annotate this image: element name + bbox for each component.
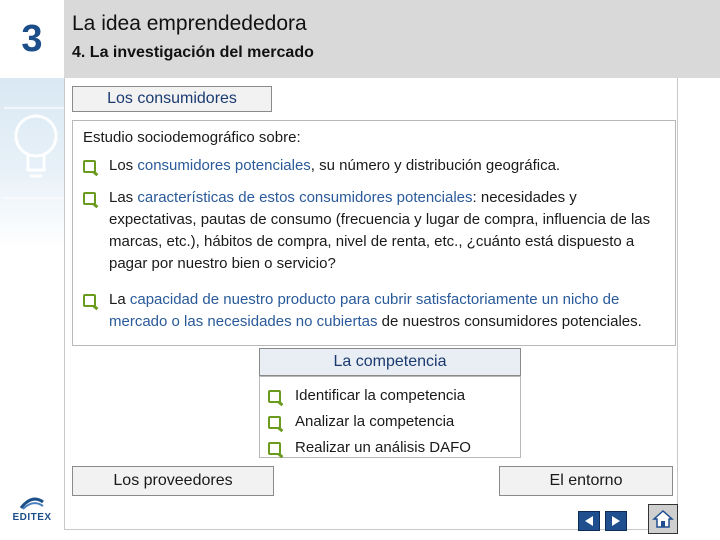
checkbox-bullet-icon	[268, 390, 281, 403]
consumidores-tag[interactable]: Los consumidores	[72, 86, 272, 112]
proveedores-button[interactable]: Los proveedores	[72, 466, 274, 496]
entorno-button[interactable]: El entorno	[499, 466, 673, 496]
competencia-item: Identificar la competencia	[295, 387, 466, 404]
checkbox-bullet-icon	[268, 442, 281, 455]
list-item	[83, 155, 665, 177]
lightbulb-icon	[0, 78, 64, 248]
header-bar	[64, 0, 720, 78]
editex-logo-mark	[19, 496, 45, 510]
list-item	[268, 383, 520, 409]
checkbox-bullet-icon	[83, 294, 96, 307]
side-decoration	[0, 78, 64, 248]
bullet-text: La capacidad de nuestro producto para cubrir satisfactoriamente un nicho de mercado o las necesidades no cubiertas de nuestros consumidores potenciales.	[109, 291, 642, 330]
next-button[interactable]	[605, 511, 627, 531]
list-item	[268, 409, 520, 435]
editex-logo	[8, 496, 56, 536]
home-button[interactable]	[648, 504, 678, 534]
logo-text: EDITEX	[12, 512, 52, 523]
list-item	[268, 435, 520, 461]
page-title: La idea emprendededora	[72, 12, 307, 35]
chapter-number: 3	[0, 0, 64, 78]
checkbox-bullet-icon	[83, 160, 96, 173]
competencia-tag[interactable]: La competencia	[259, 348, 521, 376]
list-item	[83, 289, 665, 333]
home-icon	[652, 509, 674, 529]
previous-button[interactable]	[578, 511, 600, 531]
competencia-panel	[259, 376, 521, 458]
competencia-item: Realizar un análisis DAFO	[295, 439, 471, 456]
next-arrow-icon	[610, 515, 622, 527]
checkbox-bullet-icon	[83, 192, 96, 205]
checkbox-bullet-icon	[268, 416, 281, 429]
previous-arrow-icon	[583, 515, 595, 527]
list-item	[83, 187, 665, 275]
page-subtitle: 4. La investigación del mercado	[72, 44, 314, 61]
bullet-text: Los consumidores potenciales, su número y distribución geográfica.	[109, 157, 561, 174]
consumidores-panel	[72, 120, 676, 346]
competencia-item: Analizar la competencia	[295, 413, 455, 430]
bullet-text: Las características de estos consumidores potenciales: necesidades y expectativas, pautas de consumo (frecuencia y lugar de compra, influencia de las marcas, etc.), hábitos de compra, nivel de renta, etc., ¿cuánto está dispuesto a pagar por nuestro bien o servicio?	[109, 189, 651, 272]
consumidores-intro: Estudio sociodemográfico sobre:	[83, 129, 301, 146]
